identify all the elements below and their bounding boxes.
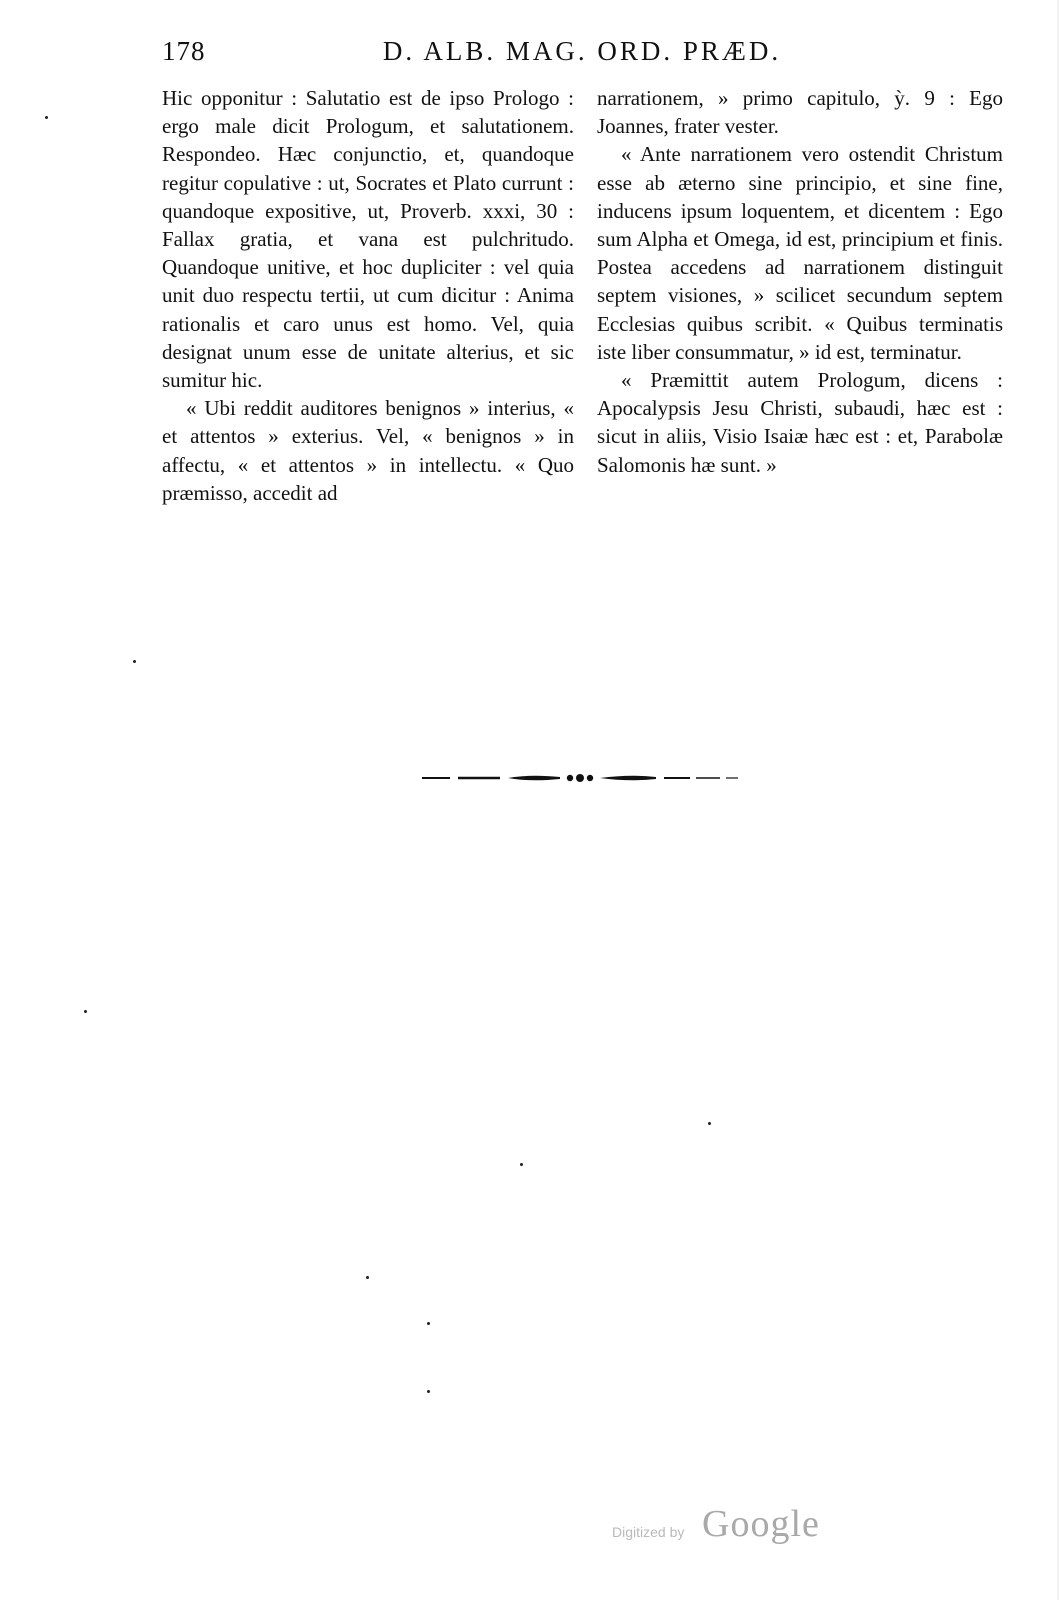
scan-speck <box>84 1010 87 1013</box>
left-paragraph-2: « Ubi reddit auditores benignos » interius, « et attentos » exterius. Vel, « benignos » in affectu, « et attentos » in intellectu. « Quo præmisso, accedit ad <box>162 396 574 505</box>
left-paragraph-1: Hic opponitur : Salutatio est de ipso Prologo : ergo male dicit Prologum, et salutationem. Respondeo. Hæc conjunctio, et, quandoque regitur copulative : ut, Socrates et Plato currunt : quandoque expositive, ut, Proverb. xxxi, 30 : Fallax gratia, et vana est pulchritudo. Quandoque unitive, et hoc dupliciter : vel quia unit duo respectu tertii, ut cum dicitur : Anima rationalis et caro unus est homo. Vel, quia designat unum esse de unitate alterius, et sic sumitur hic. <box>162 86 574 393</box>
end-ornament <box>420 772 742 784</box>
page-number: 178 <box>162 36 206 66</box>
page-header <box>162 36 1002 72</box>
running-head: D. ALB. MAG. ORD. PRÆD. <box>382 36 782 66</box>
scan-speck <box>520 1163 523 1166</box>
left-column <box>162 84 574 507</box>
google-logo: Google <box>702 1503 820 1545</box>
scan-speck <box>133 660 136 663</box>
scan-speck <box>366 1276 369 1279</box>
digitized-by-watermark <box>612 1502 842 1552</box>
scan-speck <box>427 1322 430 1325</box>
scan-speck <box>427 1390 430 1393</box>
right-paragraph-1: narrationem, » primo capitulo, ỳ. 9 : Ego Joannes, frater vester. <box>597 86 1003 139</box>
right-column <box>597 84 1003 479</box>
scan-speck <box>708 1122 711 1125</box>
right-paragraph-2: « Ante narrationem vero ostendit Christum esse ab æterno sine principio, et sine fine, inducens ipsum loquentem, et dicentem : Ego sum Alpha et Omega, id est, principium et finis. Postea accedens ad narrationem distinguit septem visiones, » scilicet secundum septem Ecclesias quibus scribit. « Quibus terminatis iste liber consummatur, » id est, terminatur. <box>597 142 1003 364</box>
watermark-prefix: Digitized by <box>612 1524 685 1540</box>
right-paragraph-3: « Præmittit autem Prologum, dicens : Apocalypsis Jesu Christi, subaudi, hæc est : sicut in aliis, Visio Isaiæ hæc est : et, Parabolæ Salomonis hæ sunt. » <box>597 368 1003 477</box>
scan-speck <box>45 116 48 119</box>
